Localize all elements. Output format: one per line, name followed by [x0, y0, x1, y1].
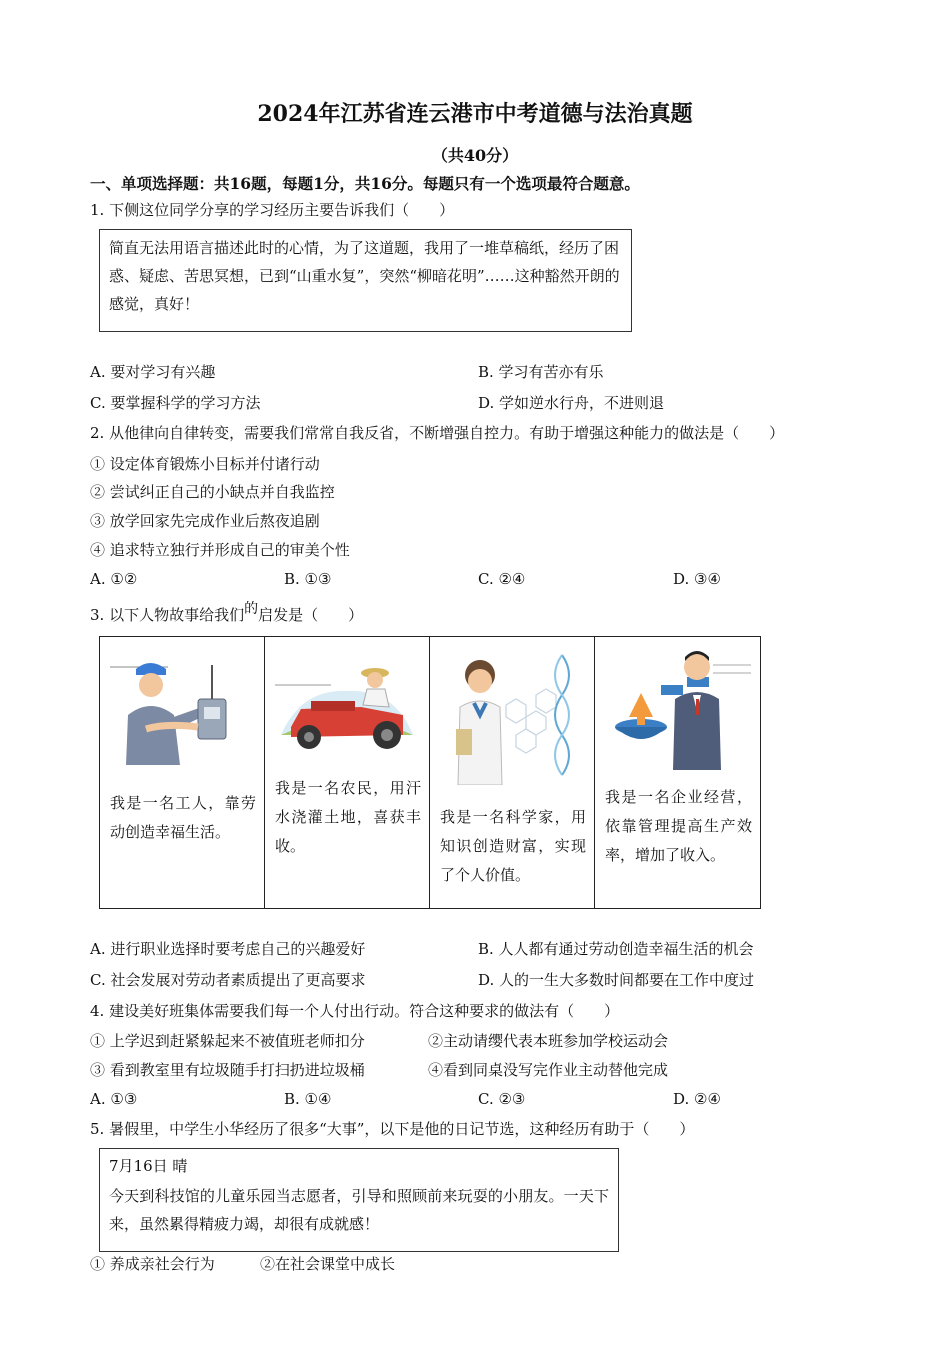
q5-diary-box — [99, 1148, 619, 1252]
q2-item-2: ② 尝试纠正自己的小缺点并自我监控 — [90, 483, 335, 501]
q1-option-a[interactable]: A. 要对学习有兴趣 — [90, 363, 216, 381]
section-heading: 一、单项选择题：共16题，每题1分，共16分。每题只有一个选项最符合题意。 — [90, 174, 640, 193]
q3-cell-scientist — [430, 637, 595, 908]
q2-stem: 2. 从他律向自律转变，需要我们常常自我反省，不断增强自控力。有助于增强这种能力的做法是（ ） — [90, 424, 785, 442]
q3-cell-entrepreneur-text: 我是一名企业经营，依靠管理提高生产效率，增加了收入。 — [605, 788, 752, 864]
entrepreneur-illustration — [601, 645, 756, 775]
q4-option-b[interactable]: B. ①④ — [284, 1090, 332, 1108]
q4-item-2: ②主动请缨代表本班参加学校运动会 — [428, 1032, 669, 1050]
q3-cell-entrepreneur — [595, 637, 760, 908]
q3-cell-worker-text: 我是一名工人，靠劳动创造幸福生活。 — [110, 794, 256, 841]
page-subtitle: （共40分） — [431, 146, 519, 165]
q1-option-c[interactable]: C. 要掌握科学的学习方法 — [90, 394, 261, 412]
worker-illustration — [106, 645, 256, 775]
q4-stem: 4. 建设美好班集体需要我们每一个人付出行动。符合这种要求的做法有（ ） — [90, 1002, 620, 1020]
q3-stem-post: 启发是（ ） — [258, 606, 364, 624]
q3-people-table — [99, 636, 761, 909]
scientist-illustration — [436, 645, 586, 785]
page-title: 2024年江苏省连云港市中考道德与法治真题 — [257, 101, 693, 127]
q4-item-1: ① 上学迟到赶紧躲起来不被值班老师扣分 — [90, 1032, 365, 1050]
q3-option-b[interactable]: B. 人人都有通过劳动创造幸福生活的机会 — [478, 940, 754, 958]
q4-option-c[interactable]: C. ②③ — [478, 1090, 526, 1108]
q3-cell-farmer — [265, 637, 430, 908]
q4-option-a[interactable]: A. ①③ — [90, 1090, 138, 1108]
farmer-illustration — [271, 645, 423, 755]
q3-option-c[interactable]: C. 社会发展对劳动者素质提出了更高要求 — [90, 971, 366, 989]
q3-stem-pre: 3. 以下人物故事给我们 — [90, 606, 245, 624]
q5-diary-body: 今天到科技馆的儿童乐园当志愿者，引导和照顾前来玩耍的小朋友。一天下来，虽然累得精疲力竭，却很有成就感！ — [109, 1187, 609, 1233]
q1-quote-text: 简直无法用语言描述此时的心情，为了这道题，我用了一堆草稿纸，经历了困惑、疑虑、苦思冥想，已到“山重水复”，突然“柳暗花明”……这种豁然开朗的感觉，真好！ — [109, 239, 620, 313]
q2-item-1: ① 设定体育锻炼小目标并付诸行动 — [90, 455, 320, 473]
q3-option-a[interactable]: A. 进行职业选择时要考虑自己的兴趣爱好 — [90, 940, 366, 958]
q5-diary-date: 7月16日 晴 — [109, 1157, 188, 1175]
q2-item-3: ③ 放学回家先完成作业后熬夜追剧 — [90, 512, 320, 530]
q2-option-a[interactable]: A. ①② — [90, 570, 138, 588]
q3-cell-worker — [100, 637, 265, 908]
q5-item-1: ① 养成亲社会行为 — [90, 1255, 215, 1273]
q3-stem — [90, 601, 364, 626]
q1-option-b[interactable]: B. 学习有苦亦有乐 — [478, 363, 604, 381]
q4-item-3: ③ 看到教室里有垃圾随手打扫扔进垃圾桶 — [90, 1061, 365, 1079]
q3-option-d[interactable]: D. 人的一生大多数时间都要在工作中度过 — [478, 971, 755, 989]
q3-cell-scientist-text: 我是一名科学家，用知识创造财富，实现了个人价值。 — [440, 808, 586, 884]
q3-cell-farmer-text: 我是一名农民，用汗水浇灌土地，喜获丰收。 — [275, 779, 421, 855]
q1-stem: 1. 下侧这位同学分享的学习经历主要告诉我们（ ） — [90, 201, 455, 219]
q2-option-d[interactable]: D. ③④ — [673, 570, 721, 588]
q3-stem-mark: 的 — [244, 601, 259, 617]
q4-option-d[interactable]: D. ②④ — [673, 1090, 721, 1108]
q2-option-b[interactable]: B. ①③ — [284, 570, 332, 588]
q5-stem: 5. 暑假里，中学生小华经历了很多“大事”，以下是他的日记节选，这种经历有助于（ ） — [90, 1120, 695, 1138]
q5-item-2: ②在社会课堂中成长 — [260, 1255, 396, 1273]
q4-item-4: ④看到同桌没写完作业主动替他完成 — [428, 1061, 669, 1079]
q1-option-d[interactable]: D. 学如逆水行舟，不进则退 — [478, 394, 665, 412]
q2-option-c[interactable]: C. ②④ — [478, 570, 526, 588]
q1-quote-box — [99, 229, 632, 332]
q2-item-4: ④ 追求特立独行并形成自己的审美个性 — [90, 541, 350, 559]
